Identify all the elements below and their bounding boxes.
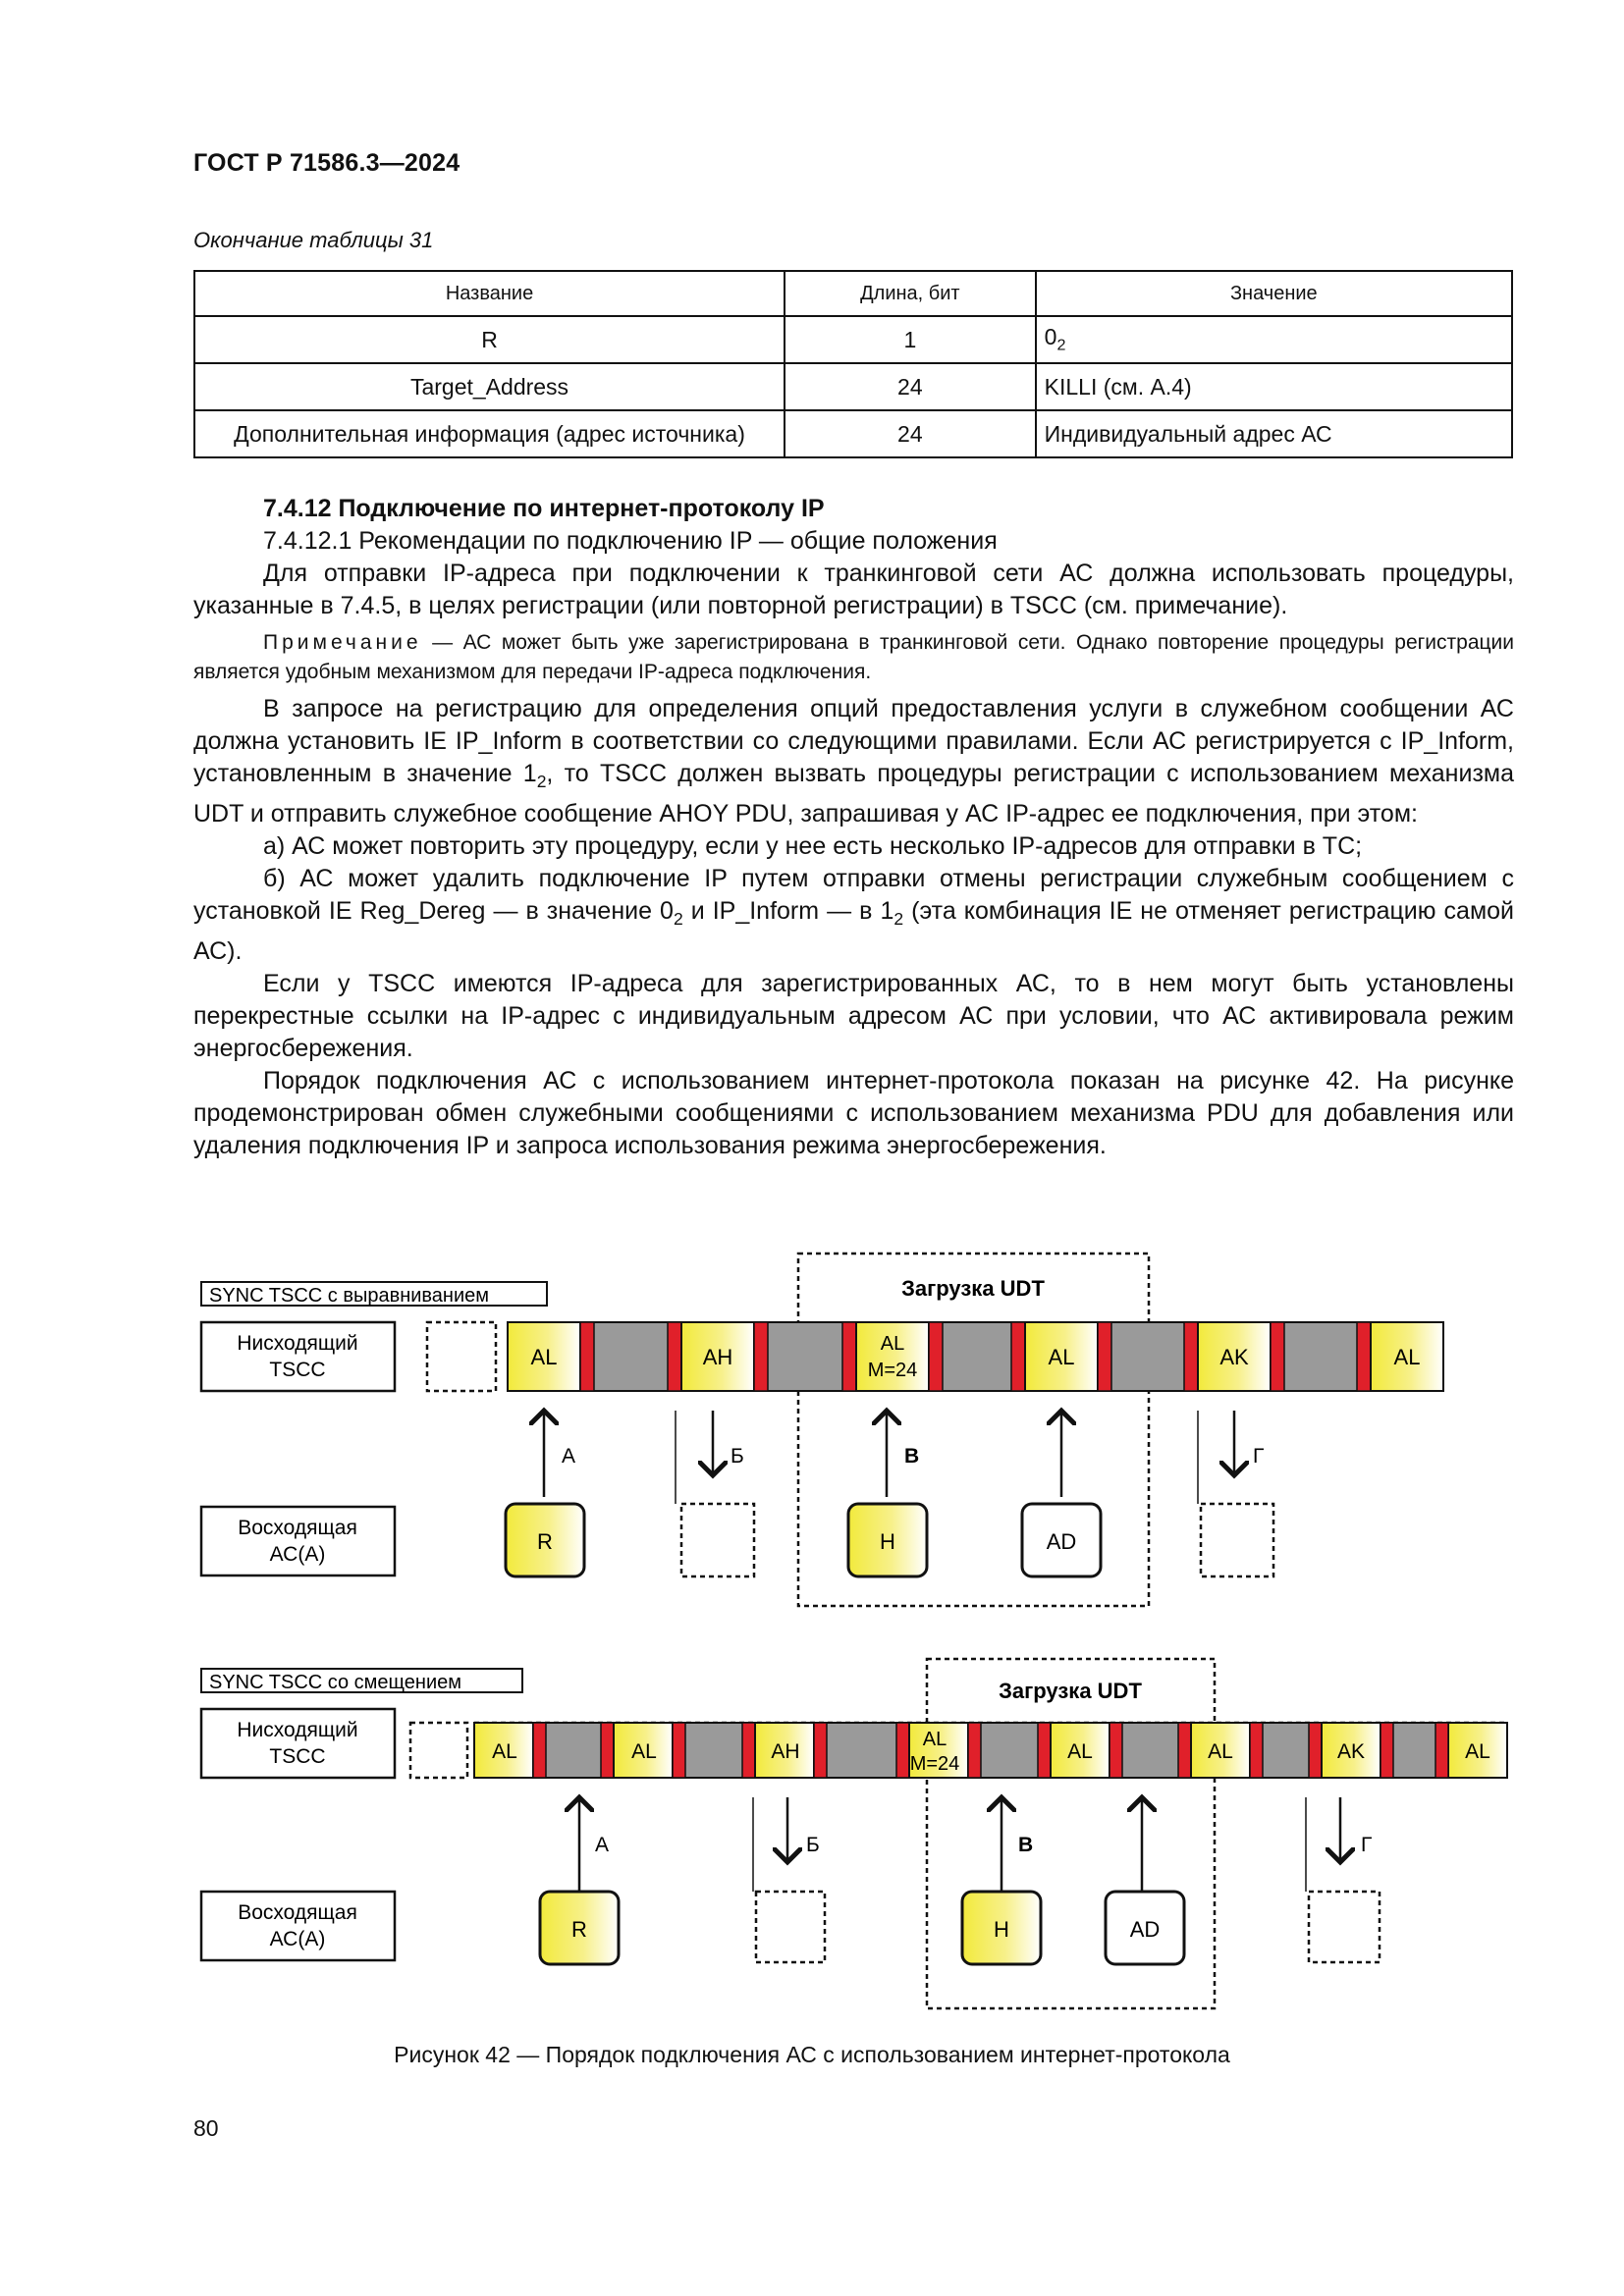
list-item-b-part-1: б) АС может удалить подключение IP путем отправки отмены регистрации служебным сообщением с установкой IE Reg_Dereg — в значение 0 (193, 865, 1514, 925)
paragraph-3: Если у TSCC имеются IP-адреса для зарегистрированных АС, то в нем могут быть установлены перекрестные ссылки на IP-адрес с индивидуальным адресом АС при условии, что АС активировала режим энергосбережения. (193, 970, 1514, 1062)
slot-red-marker (1380, 1723, 1393, 1778)
burst-label: R (571, 1917, 587, 1942)
arrow-label: А (562, 1445, 576, 1468)
slot-label: AL (492, 1740, 517, 1763)
burst-label: R (537, 1529, 553, 1554)
slot-red-marker (754, 1322, 768, 1391)
slot-label: AL (1067, 1740, 1093, 1763)
paragraph-2-part-a: В запросе на регистрацию для определения опций предоставления услуги в служебном сообщении АС должна установить IE IP_Inform в соответствии со следующими правилами. Если АС регистрируется с IP_Inform, установленным в значение 1 (193, 695, 1514, 787)
uplink-label-line2: АС(А) (269, 1928, 326, 1950)
slot-red-marker (1011, 1322, 1025, 1391)
cell-length: 24 (785, 363, 1036, 410)
slot-red-marker (1038, 1723, 1051, 1778)
header-name: Название (194, 271, 785, 316)
downlink-label-line2: TSCC (269, 1745, 326, 1768)
list-item-b-subscript-1: 2 (673, 909, 683, 929)
list-item-b-subscript-2: 2 (893, 909, 904, 929)
slot-red-marker (1250, 1723, 1263, 1778)
slot-label-line2: M=24 (909, 1753, 960, 1775)
cell-value: KILLI (см. А.4) (1036, 363, 1512, 410)
paragraph-1: Для отправки IP-адреса при подключении к транкинговой сети АС должна использовать процедуры, указанные в 7.4.5, в целях регистрации (или повторной регистрации) в TSCC (см. примечание). (193, 560, 1514, 619)
udt-label: Загрузка UDT (901, 1276, 1045, 1301)
note-label: Примечание (263, 631, 422, 654)
burst-label: AD (1046, 1529, 1077, 1554)
empty-slot (410, 1723, 467, 1778)
figure-caption: Рисунок 42 — Порядок подключения АС с использованием интернет-протокола (394, 2042, 1230, 2067)
arrow-label: Б (731, 1445, 744, 1468)
empty-burst (756, 1892, 825, 1962)
uplink-label-line1: Восходящая (238, 1517, 357, 1539)
slot-label: AK (1219, 1345, 1249, 1369)
slot-red-marker (929, 1322, 943, 1391)
slot-red-marker (814, 1723, 827, 1778)
downlink-label-line1: Нисходящий (237, 1332, 358, 1355)
udt-label: Загрузка UDT (999, 1679, 1142, 1703)
uplink-label-line1: Восходящая (238, 1901, 357, 1924)
arrow-label: А (595, 1834, 610, 1856)
slot-red-marker (1110, 1723, 1122, 1778)
slot-red-marker (1098, 1322, 1111, 1391)
slot-label: AL (530, 1345, 558, 1369)
list-item-a: а) АС может повторить эту процедуру, если у нее есть несколько IP-адресов для отправки в ТС; (263, 832, 1363, 860)
slot-label: AL (1393, 1345, 1421, 1369)
note-text: — АС может быть уже зарегистрирована в транкинговой сети. Однако повторение процедуры регистрации является удобным механизмом для передачи IP-адреса подключения. (193, 631, 1514, 683)
cell-value-main: 0 (1044, 324, 1057, 350)
downlink-label-line2: TSCC (269, 1359, 326, 1381)
slot-label: AL (1208, 1740, 1233, 1763)
slot-red-marker (968, 1723, 981, 1778)
slot-label: AL (631, 1740, 657, 1763)
paragraph-4: Порядок подключения АС с использованием интернет-протокола показан на рисунке 42. На рисунке продемонстрирован обмен служебными сообщениями с использованием механизма PDU для добавления или удаления подключения IP и запроса использования режима энергосбережения. (193, 1067, 1514, 1159)
arrow-label: Б (806, 1834, 820, 1856)
sync-title: SYNC TSCC с выравниванием (209, 1285, 490, 1307)
slot-red-marker (896, 1723, 909, 1778)
burst-label: AD (1129, 1917, 1161, 1942)
list-item-b-part-3: (эта комбинация IE не отменяет регистрацию самой АС). (193, 897, 1515, 965)
paragraph-2-subscript: 2 (536, 772, 547, 791)
cell-length: 24 (785, 410, 1036, 457)
slot-red-marker (1309, 1723, 1322, 1778)
slot-red-marker (533, 1723, 546, 1778)
cell-name: Target_Address (194, 363, 785, 410)
slot-label: AK (1336, 1740, 1366, 1763)
slot-red-marker (1435, 1723, 1448, 1778)
slot-red-marker (1357, 1322, 1371, 1391)
empty-burst (681, 1504, 754, 1576)
slot-label-line2: M=24 (867, 1360, 918, 1381)
slot-red-marker (580, 1322, 594, 1391)
burst-label: H (880, 1529, 895, 1554)
section-subheading: 7.4.12.1 Рекомендации по подключению IP — общие положения (263, 527, 998, 555)
arrow-label: Г (1361, 1834, 1373, 1856)
slot-label: AL (1465, 1740, 1490, 1763)
diagram-aligned (201, 1254, 1443, 1606)
diagram-offset (201, 1659, 1507, 2008)
cell-value: Индивидуальный адрес АС (1036, 410, 1512, 457)
list-item-b-part-2: и IP_Inform — в 1 (682, 897, 894, 925)
slot-red-marker (842, 1322, 856, 1391)
section-heading: 7.4.12 Подключение по интернет-протоколу IP (263, 495, 825, 522)
downlink-timeline (508, 1322, 1443, 1391)
slot-label: AL (922, 1729, 947, 1750)
burst-label: H (994, 1917, 1009, 1942)
arrow-label: В (1018, 1834, 1034, 1856)
header-length: Длина, бит (785, 271, 1036, 316)
downlink-label-line1: Нисходящий (237, 1719, 358, 1741)
slot-red-marker (601, 1723, 614, 1778)
slot-label: AH (702, 1345, 733, 1369)
cell-name: Дополнительная информация (адрес источника) (194, 410, 785, 457)
slot-red-marker (668, 1322, 681, 1391)
arrow-label: В (904, 1445, 920, 1468)
empty-burst (1309, 1892, 1380, 1962)
uplink-label-line2: АС(А) (269, 1543, 326, 1566)
paragraph-2-part-b: , то TSCC должен вызвать процедуры регистрации с использованием механизма UDT и отправить служебное сообщение AHOY PDU, запрашивая у АС IP-адрес ее подключения, при этом: (193, 760, 1515, 828)
empty-slot (427, 1322, 496, 1391)
slot-label: AL (1048, 1345, 1075, 1369)
cell-length: 1 (785, 316, 1036, 363)
empty-burst (1201, 1504, 1273, 1576)
slot-red-marker (1178, 1723, 1191, 1778)
cell-name: R (194, 316, 785, 363)
header-value: Значение (1036, 271, 1512, 316)
slot-label: AH (771, 1740, 800, 1763)
slot-red-marker (1271, 1322, 1284, 1391)
slot-label: AL (880, 1333, 905, 1355)
table-caption: Окончание таблицы 31 (193, 228, 434, 252)
sync-title: SYNC TSCC со смещением (209, 1672, 461, 1693)
document-header: ГОСТ Р 71586.3—2024 (193, 149, 460, 177)
page-number: 80 (193, 2115, 219, 2141)
slot-red-marker (742, 1723, 755, 1778)
cell-value-subscript: 2 (1056, 336, 1066, 354)
arrow-label: Г (1253, 1445, 1265, 1468)
slot-red-marker (673, 1723, 685, 1778)
slot-red-marker (1184, 1322, 1198, 1391)
